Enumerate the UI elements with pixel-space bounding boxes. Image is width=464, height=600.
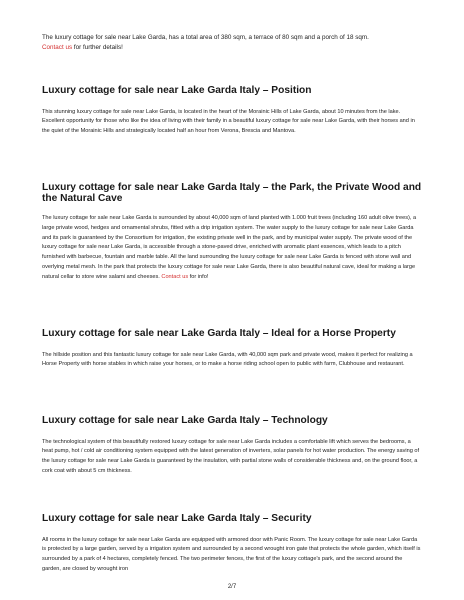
- intro-text: The luxury cottage for sale near Lake Garda, has a total area of 380 sqm, a terrace of 80 sqm and a porch of 18 sqm.: [42, 34, 369, 41]
- section-body: [42, 214, 422, 283]
- section-horse-property: [42, 329, 422, 370]
- section-body: The hillside position and this fantastic luxury cottage for sale near Lake Garda, with 40,000 sqm park and private wood, makes it perfect for realizing a Horse Property with horse stables in which raise your horses, or to make a horse riding school open to public with farm, Clubhouse and restaurant.: [42, 351, 413, 368]
- page-number: 2/7: [227, 584, 237, 590]
- intro-tail: for further details!: [72, 44, 123, 51]
- section-technology: [42, 416, 422, 477]
- section-title: Luxury cottage for sale near Lake Garda Italy – Position: [42, 85, 312, 96]
- section-park: [42, 183, 422, 283]
- section-title: Luxury cottage for sale near Lake Garda Italy – Technology: [42, 415, 328, 426]
- section-title: Luxury cottage for sale near Lake Garda Italy – Security: [42, 513, 312, 524]
- section-body: This stunning luxury cottage for sale near Lake Garda, is located in the heart of the Morainic Hills of Lake Garda, about 10 minutes from the lake. Excellent opportunity for those who like the idea of living with their family in a beautiful luxury cottage for sale near Lake Garda, with their horses and in the quiet of the Morainic Hills and strategically located half an hour from Verona, Brescia and Mantova.: [42, 108, 415, 135]
- section-position: [42, 86, 422, 137]
- contact-us-link[interactable]: Contact us: [42, 44, 73, 51]
- section-body-text: The luxury cottage for sale near Lake Garda is surrounded by about 40,000 sqm of land planted with 1.000 fruit trees (including 160 adult olive trees), a large private wood, hedges and ornamental shrubs, fitted with a drip irrigation system. The water supply to the luxury cottage for sale near Lake Garda and its park is guaranteed by the Consortium for irrigation, the existing private well in the park, and by municipal water supply. The private wood of the luxury cottage for sale near Lake Garda, is accessible through a stone-paved drive, enriched with aromatic plant essences, which leads to a pitch furnished with barbecue, fountain and marble table. All the land surrounding the luxury cottage for sale near Lake Garda is fenced with stone wall and overlying metal mesh. In the park that protects the luxury cottage for sale near Lake Garda, there is also beautiful natural cave, ideal for making a large natural cellar to store wine salami and cheeses.: [42, 215, 417, 280]
- contact-us-link[interactable]: Contact us: [161, 273, 189, 280]
- section-title: Luxury cottage for sale near Lake Garda Italy – Ideal for a Horse Property: [42, 328, 396, 339]
- intro-paragraph: [42, 33, 422, 53]
- section-security: [42, 514, 422, 575]
- section-body: All rooms in the luxury cottage for sale near Lake Garda are equipped with armored door with Panic Room. The luxury cottage for sale near Lake Garda is protected by a large garden, served by a irrigation system and surrounded by a second wrought iron gate that protects the whole garden, which itself is surrounded by a park of 4 hectares, completely fenced. The two perimeter fences, the first of the luxury cottage's park, and the second around the garden, are closed by wrought iron: [42, 536, 421, 572]
- section-title: Luxury cottage for sale near Lake Garda Italy – the Park, the Private Wood and the Natural Cave: [42, 182, 422, 204]
- document-page: [42, 0, 422, 600]
- section-body: The technological system of this beautifully restored luxury cottage for sale near Lake Garda includes a comfortable lift which serves the bedrooms, a heat pump, hot / cold air conditioning system equipped with the latest generation of inverters, solar panels for hot water production. The energy saving of the luxury cottage for sale near Lake Garda is guaranteed by the insulation, with partial stone walls of considerable thickness and, on the ground floor, a cork coat with about 5 cm thickness.: [42, 438, 420, 474]
- section-body-tail: for info!: [188, 273, 209, 280]
